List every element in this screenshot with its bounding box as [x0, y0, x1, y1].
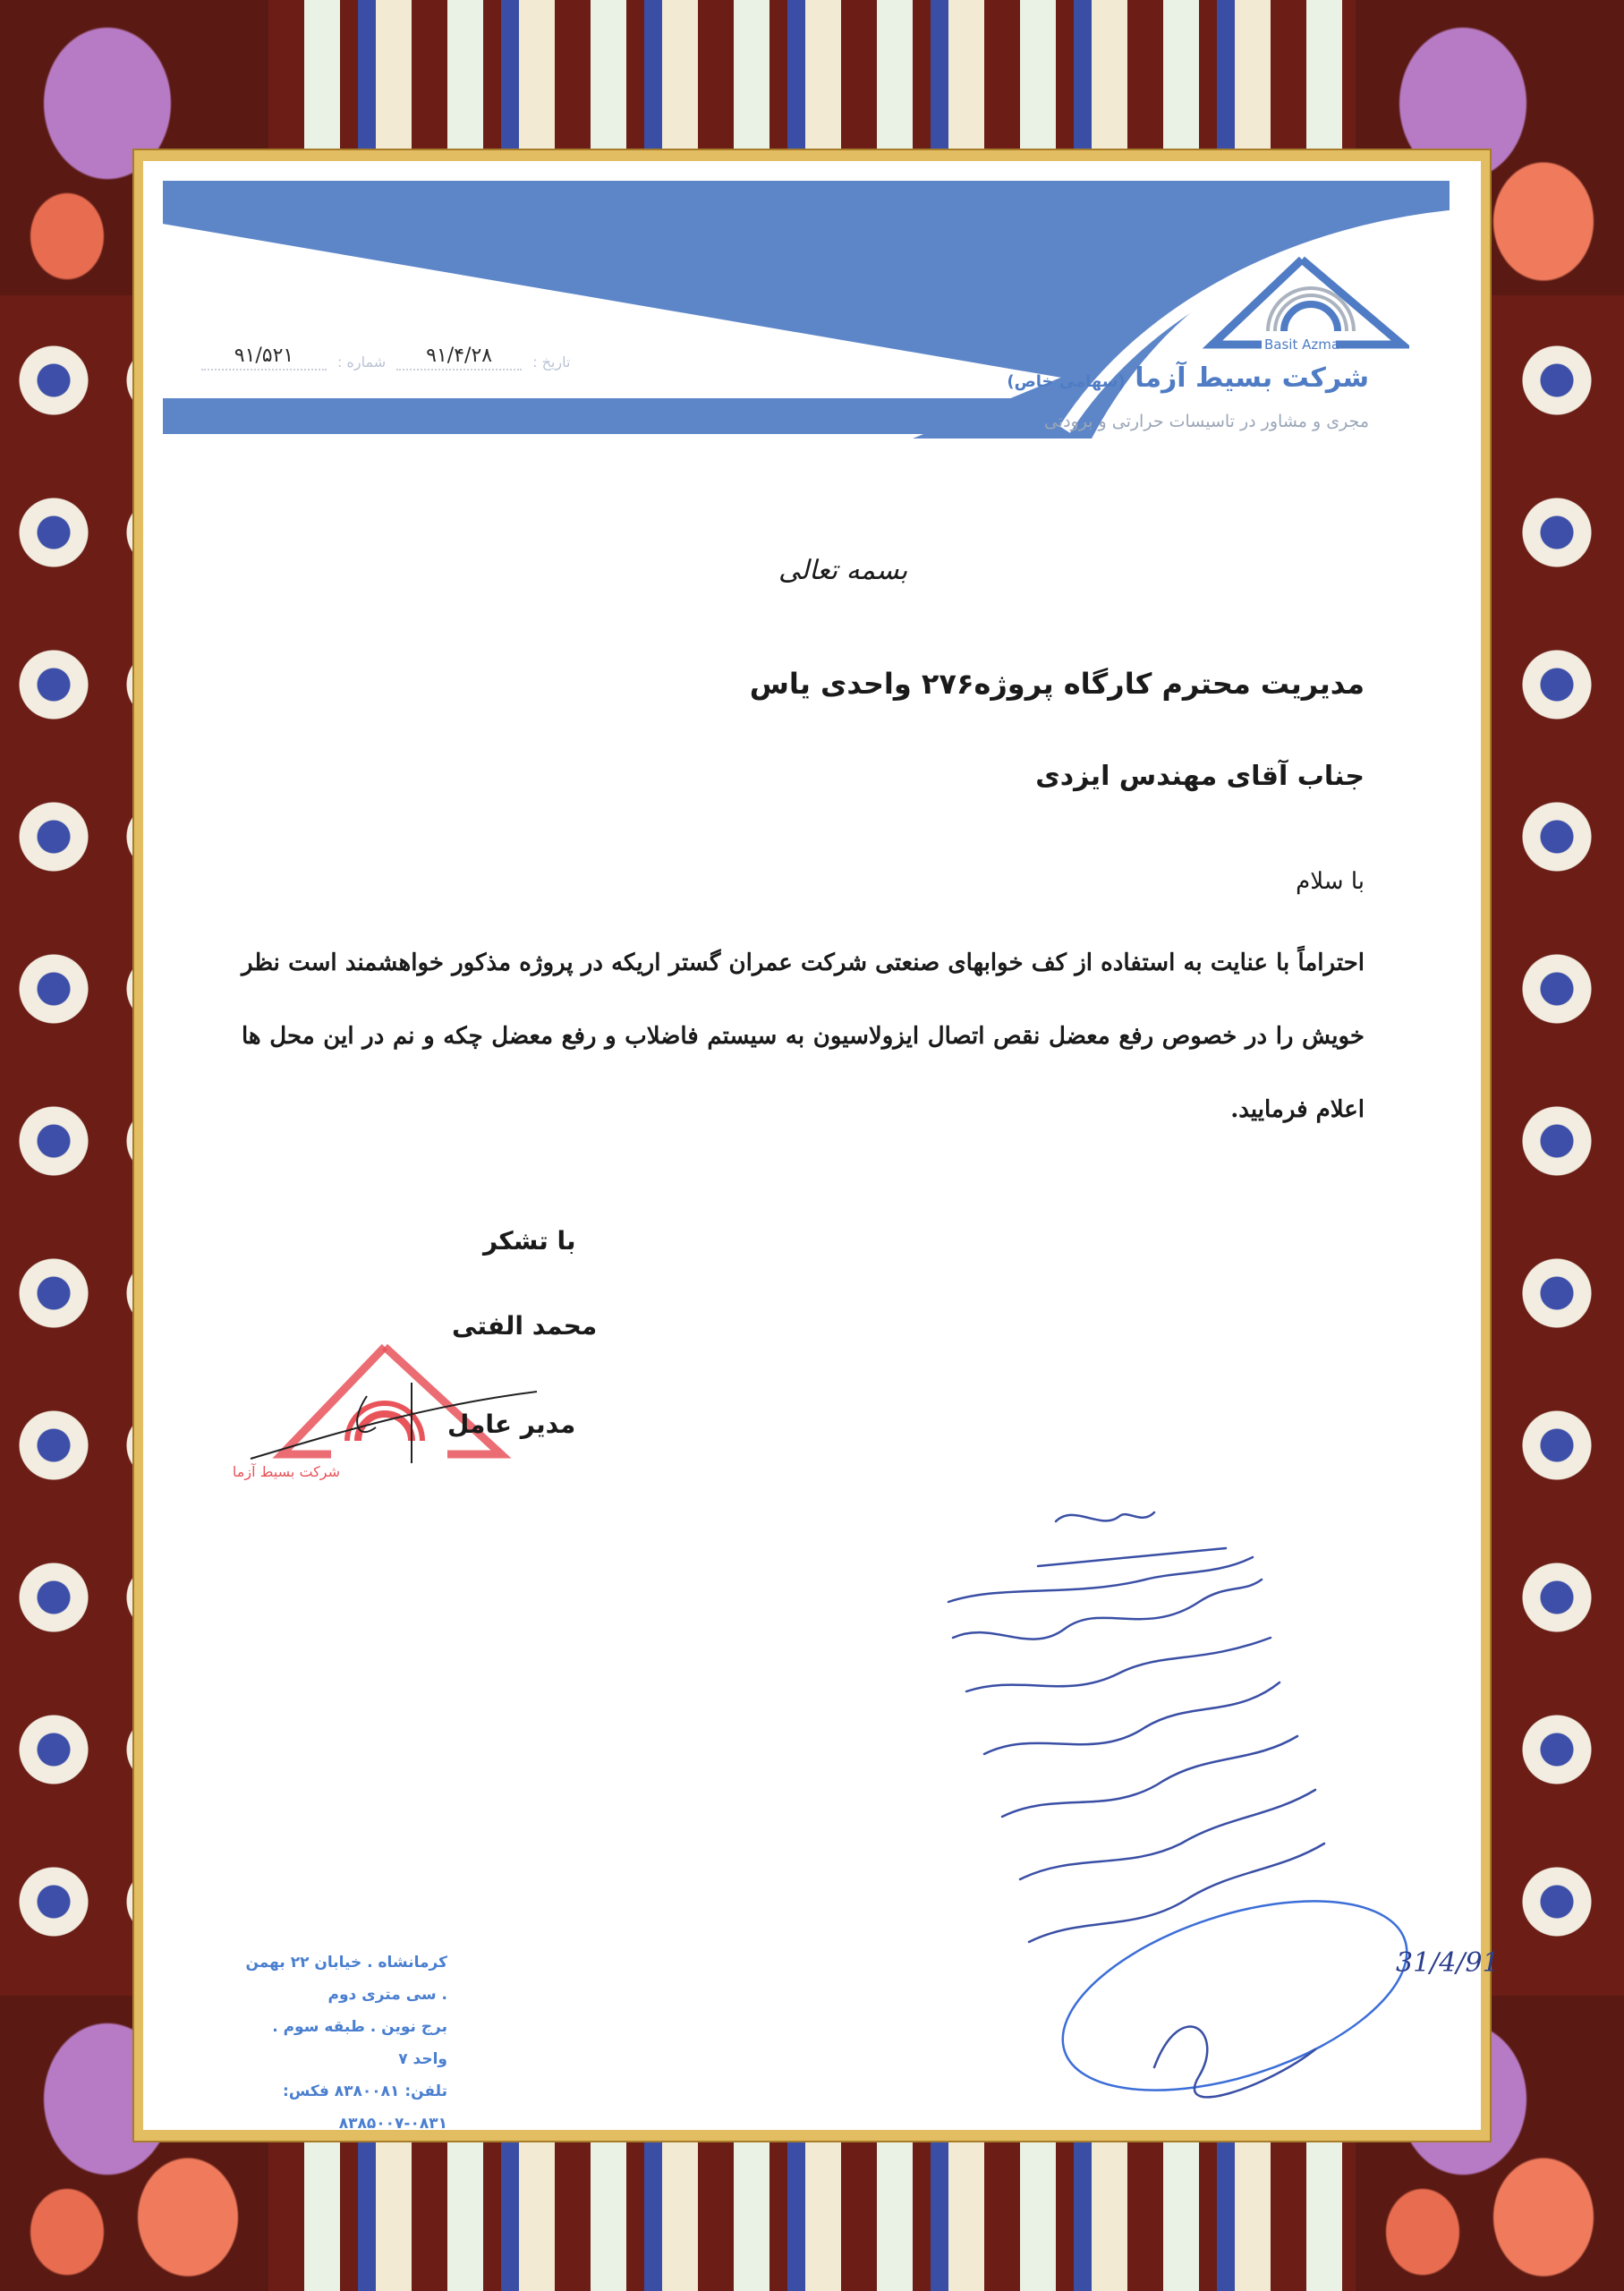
closing: با تشکر	[483, 1226, 576, 1256]
company-name	[1007, 362, 1369, 394]
company-type: (سهامی خاص)	[1007, 372, 1126, 391]
letter-paper	[143, 161, 1500, 2133]
address-line-1: کرمانشاه . خیابان ۲۲ بهمن . سی متری دوم	[245, 1954, 447, 2004]
company-tagline: مجری و مشاور در تاسیسات حرارتی و برودتی	[1043, 412, 1369, 431]
date-value: ۹۱/۴/۲۸	[396, 345, 522, 370]
svg-text:شرکت بسیط آزما: شرکت بسیط آزما	[233, 1463, 340, 1480]
company-footer	[242, 1946, 447, 2140]
handwritten-reply-note	[931, 1495, 1432, 2139]
company-name-text: شرکت بسیط آزما	[1135, 362, 1369, 394]
address-line-2: برج نوین . طبقه سوم . واحد ۷	[272, 2018, 447, 2068]
signer-title: مدیر عامل	[447, 1410, 576, 1439]
letter-meta	[201, 345, 570, 370]
addressee: مدیریت محترم کارگاه پروژه۲۷۶ واحدی یاس	[749, 667, 1365, 701]
handwritten-date: 31/4/91	[1396, 1947, 1500, 1979]
greeting: با سلام	[1296, 868, 1365, 895]
date-label: تاریخ :	[532, 353, 571, 370]
letter-body: احتراماً با عنایت به استفاده از کف خوابهای صنعتی شرکت عمران گستر اریکه در پروژه مذکور خواهشمند است نظر خویش را در خصوص رفع معضل نقص اتصال ایزولاسیون به سیستم فاضلاب و رفع معضل چکه و نم در این محل ها اعلام فرمایید.	[242, 950, 1365, 1123]
signer-name: محمد الفتی	[452, 1311, 598, 1341]
svg-text:Basit Azma: Basit Azma	[1264, 336, 1340, 353]
phone-fax: تلفن: ۸۳۸۰۰۸۱ فکس: ۰۸۳۱-۸۳۸۵۰۰۷	[283, 2082, 447, 2133]
basmala: بسمه تعالی	[778, 555, 908, 586]
basit-azma-logo-icon	[1195, 251, 1409, 358]
number-label: شماره :	[337, 353, 387, 370]
addressee-person: جناب آقای مهندس ایزدی	[1035, 761, 1365, 792]
number-value: ۹۱/۵۲۱	[201, 345, 327, 370]
